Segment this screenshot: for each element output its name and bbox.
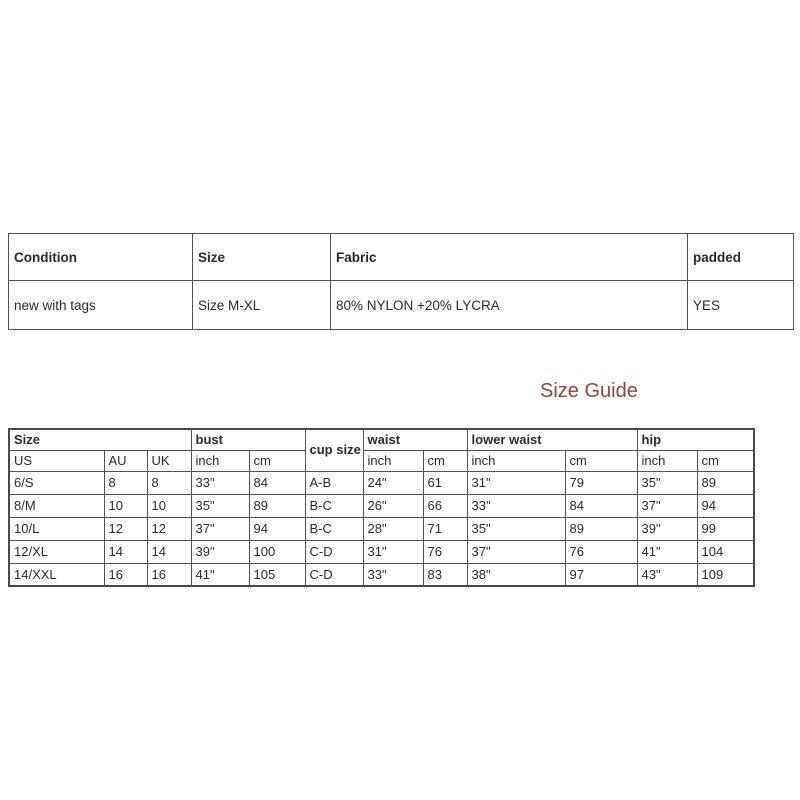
size-guide-title: Size Guide bbox=[540, 380, 638, 402]
table-cell: 10/L bbox=[9, 517, 104, 540]
table-cell: 43" bbox=[637, 563, 697, 586]
hip-inch-sub-header: inch bbox=[637, 450, 697, 471]
waist-inch-sub-header: inch bbox=[363, 450, 423, 471]
size-chart-table bbox=[8, 428, 755, 587]
table-cell: 35" bbox=[467, 517, 565, 540]
bust-cm-sub-header: cm bbox=[249, 450, 305, 471]
table-cell: 99 bbox=[697, 517, 754, 540]
table-cell: 26" bbox=[363, 494, 423, 517]
size-chart-row-12xl bbox=[9, 540, 754, 563]
table-cell: 33" bbox=[467, 494, 565, 517]
bust-group-header: bust bbox=[191, 429, 305, 450]
table-cell: 12 bbox=[147, 517, 191, 540]
table-cell: 76 bbox=[565, 540, 637, 563]
size-group-header: Size bbox=[9, 429, 191, 450]
table-cell: 8 bbox=[104, 471, 147, 494]
lower-waist-cm-sub-header: cm bbox=[565, 450, 637, 471]
table-cell: 41" bbox=[191, 563, 249, 586]
table-cell: 35" bbox=[637, 471, 697, 494]
table-cell: 109 bbox=[697, 563, 754, 586]
table-cell: 37" bbox=[637, 494, 697, 517]
product-info-header-row bbox=[9, 234, 794, 281]
table-cell: 100 bbox=[249, 540, 305, 563]
table-cell: A-B bbox=[305, 471, 363, 494]
table-cell: 37" bbox=[467, 540, 565, 563]
table-cell: 12 bbox=[104, 517, 147, 540]
size-chart-group-header-row bbox=[9, 429, 754, 450]
table-cell: 76 bbox=[423, 540, 467, 563]
size-chart-row-8m bbox=[9, 494, 754, 517]
table-cell: 83 bbox=[423, 563, 467, 586]
us-sub-header: US bbox=[9, 450, 104, 471]
uk-sub-header: UK bbox=[147, 450, 191, 471]
table-cell: 31" bbox=[467, 471, 565, 494]
size-chart-row-6s bbox=[9, 471, 754, 494]
table-cell: 105 bbox=[249, 563, 305, 586]
table-cell: 94 bbox=[249, 517, 305, 540]
table-cell: 37" bbox=[191, 517, 249, 540]
table-cell: 6/S bbox=[9, 471, 104, 494]
padded-column-header: padded bbox=[688, 234, 794, 281]
table-cell: 14 bbox=[104, 540, 147, 563]
waist-cm-sub-header: cm bbox=[423, 450, 467, 471]
table-cell: C-D bbox=[305, 563, 363, 586]
au-sub-header: AU bbox=[104, 450, 147, 471]
table-cell: 16 bbox=[104, 563, 147, 586]
table-cell: 8/M bbox=[9, 494, 104, 517]
fabric-column-header: Fabric bbox=[331, 234, 688, 281]
table-cell: 71 bbox=[423, 517, 467, 540]
product-info-data-row bbox=[9, 281, 794, 330]
size-value: Size M-XL bbox=[193, 281, 331, 330]
table-cell: 14 bbox=[147, 540, 191, 563]
table-cell: 104 bbox=[697, 540, 754, 563]
size-chart-row-14xxl bbox=[9, 563, 754, 586]
condition-value: new with tags bbox=[9, 281, 193, 330]
table-cell: 39" bbox=[637, 517, 697, 540]
table-cell: 33" bbox=[363, 563, 423, 586]
table-cell: 10 bbox=[147, 494, 191, 517]
product-info-table bbox=[8, 233, 794, 330]
table-cell: 12/XL bbox=[9, 540, 104, 563]
lower-waist-inch-sub-header: inch bbox=[467, 450, 565, 471]
size-column-header: Size bbox=[193, 234, 331, 281]
table-cell: 41" bbox=[637, 540, 697, 563]
waist-group-header: waist bbox=[363, 429, 467, 450]
table-cell: 94 bbox=[697, 494, 754, 517]
table-cell: 35" bbox=[191, 494, 249, 517]
size-chart-row-10l bbox=[9, 517, 754, 540]
table-cell: C-D bbox=[305, 540, 363, 563]
size-chart-sub-header-row bbox=[9, 450, 754, 471]
table-cell: 28" bbox=[363, 517, 423, 540]
cup-size-group-header: cup size bbox=[305, 429, 363, 471]
bust-inch-sub-header: inch bbox=[191, 450, 249, 471]
fabric-value: 80% NYLON +20% LYCRA bbox=[331, 281, 688, 330]
table-cell: 16 bbox=[147, 563, 191, 586]
table-cell: 33" bbox=[191, 471, 249, 494]
padded-value: YES bbox=[688, 281, 794, 330]
table-cell: 14/XXL bbox=[9, 563, 104, 586]
hip-cm-sub-header: cm bbox=[697, 450, 754, 471]
condition-column-header: Condition bbox=[9, 234, 193, 281]
table-cell: 31" bbox=[363, 540, 423, 563]
table-cell: 79 bbox=[565, 471, 637, 494]
table-cell: 39" bbox=[191, 540, 249, 563]
table-cell: 84 bbox=[565, 494, 637, 517]
table-cell: 97 bbox=[565, 563, 637, 586]
table-cell: 89 bbox=[565, 517, 637, 540]
table-cell: 24" bbox=[363, 471, 423, 494]
table-cell: 10 bbox=[104, 494, 147, 517]
table-cell: B-C bbox=[305, 517, 363, 540]
table-cell: 84 bbox=[249, 471, 305, 494]
table-cell: 61 bbox=[423, 471, 467, 494]
table-cell: 89 bbox=[249, 494, 305, 517]
table-cell: 89 bbox=[697, 471, 754, 494]
hip-group-header: hip bbox=[637, 429, 754, 450]
table-cell: B-C bbox=[305, 494, 363, 517]
table-cell: 8 bbox=[147, 471, 191, 494]
table-cell: 38" bbox=[467, 563, 565, 586]
lower-waist-group-header: lower waist bbox=[467, 429, 637, 450]
table-cell: 66 bbox=[423, 494, 467, 517]
